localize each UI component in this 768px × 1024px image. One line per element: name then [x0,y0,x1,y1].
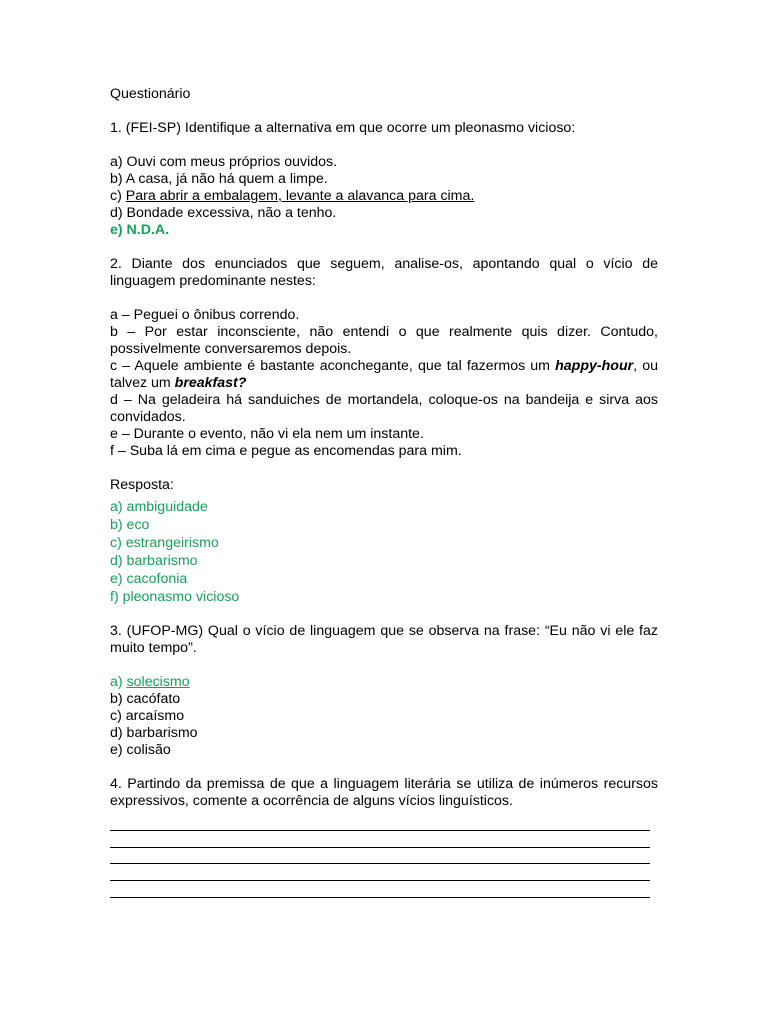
q1-option-c-text: Para abrir a embalagem, levante a alavanca para cima. [125,188,475,204]
q2-item-c-term-2: breakfast? [174,375,247,391]
q2-answer-b: b) eco [110,517,150,533]
answer-line[interactable] [110,814,650,831]
q3-option-e: e) colisão [110,742,171,758]
page-title: Questionário [110,86,191,102]
q2-item-c-text-1: c – Aquele ambiente é bastante aconchegante, que tal fazermos um [110,358,556,374]
q2-item-c-text-2: , ou talvez um [110,358,658,391]
q2-item-f: f – Suba lá em cima e pegue as encomendas para mim. [110,443,462,459]
q3-option-c: c) arcaísmo [110,708,185,724]
q2-answer-a: a) ambiguidade [110,499,208,515]
q3-option-a-answer [110,674,658,691]
q2-item-c [110,358,658,392]
q1-option-c [110,188,658,205]
question-4: 4. Partindo da premissa de que a linguagem literária se utiliza de inúmeros recursos expressivos, comente a ocorrência de alguns vícios linguísticos. [110,776,658,809]
q1-option-d: d) Bondade excessiva, não a tenho. [110,205,337,221]
q1-option-e-answer: e) N.D.A. [110,222,170,238]
q2-answer-e: e) cacofonia [110,571,188,587]
q2-item-e: e – Durante o evento, não vi ela nem um instante. [110,426,424,442]
question-2: 2. Diante dos enunciados que seguem, analise-os, apontando qual o vício de linguagem predominante nestes: [110,256,658,289]
q2-answer-label: Resposta: [110,477,174,493]
q1-option-c-prefix: c) [110,188,126,204]
q3-option-a-word: solecismo [126,674,190,690]
answer-lines [110,814,658,898]
q2-item-c-term-1: happy-hour [555,358,634,374]
q3-option-d: d) barbarismo [110,725,198,741]
q2-answer-c: c) estrangeirismo [110,535,219,551]
question-1: 1. (FEI-SP) Identifique a alternativa em que ocorre um pleonasmo vicioso: [110,120,576,136]
q2-answer-d: d) barbarismo [110,553,198,569]
answer-line[interactable] [110,881,650,898]
q2-item-d: d – Na geladeira há sanduiches de mortandela, coloque-os na bandeija e sirva aos convidados. [110,392,658,425]
q1-option-b: b) A casa, já não há quem a limpe. [110,171,328,187]
q1-option-a: a) Ouvi com meus próprios ouvidos. [110,154,338,170]
q2-answer-f: f) pleonasmo vicioso [110,589,240,605]
q3-option-a-prefix: a) [110,674,127,690]
q2-item-a: a – Peguei o ônibus correndo. [110,307,300,323]
question-3: 3. (UFOP-MG) Qual o vício de linguagem que se observa na frase: “Eu não vi ele faz muito tempo”. [110,623,658,656]
answer-line[interactable] [110,864,650,881]
q2-item-b: b – Por estar inconsciente, não entendi o que realmente quis dizer. Contudo, possivelmente conversaremos depois. [110,324,658,357]
q3-option-b: b) cacófato [110,691,181,707]
answer-line[interactable] [110,831,650,848]
answer-line[interactable] [110,848,650,865]
document-page [110,86,658,898]
